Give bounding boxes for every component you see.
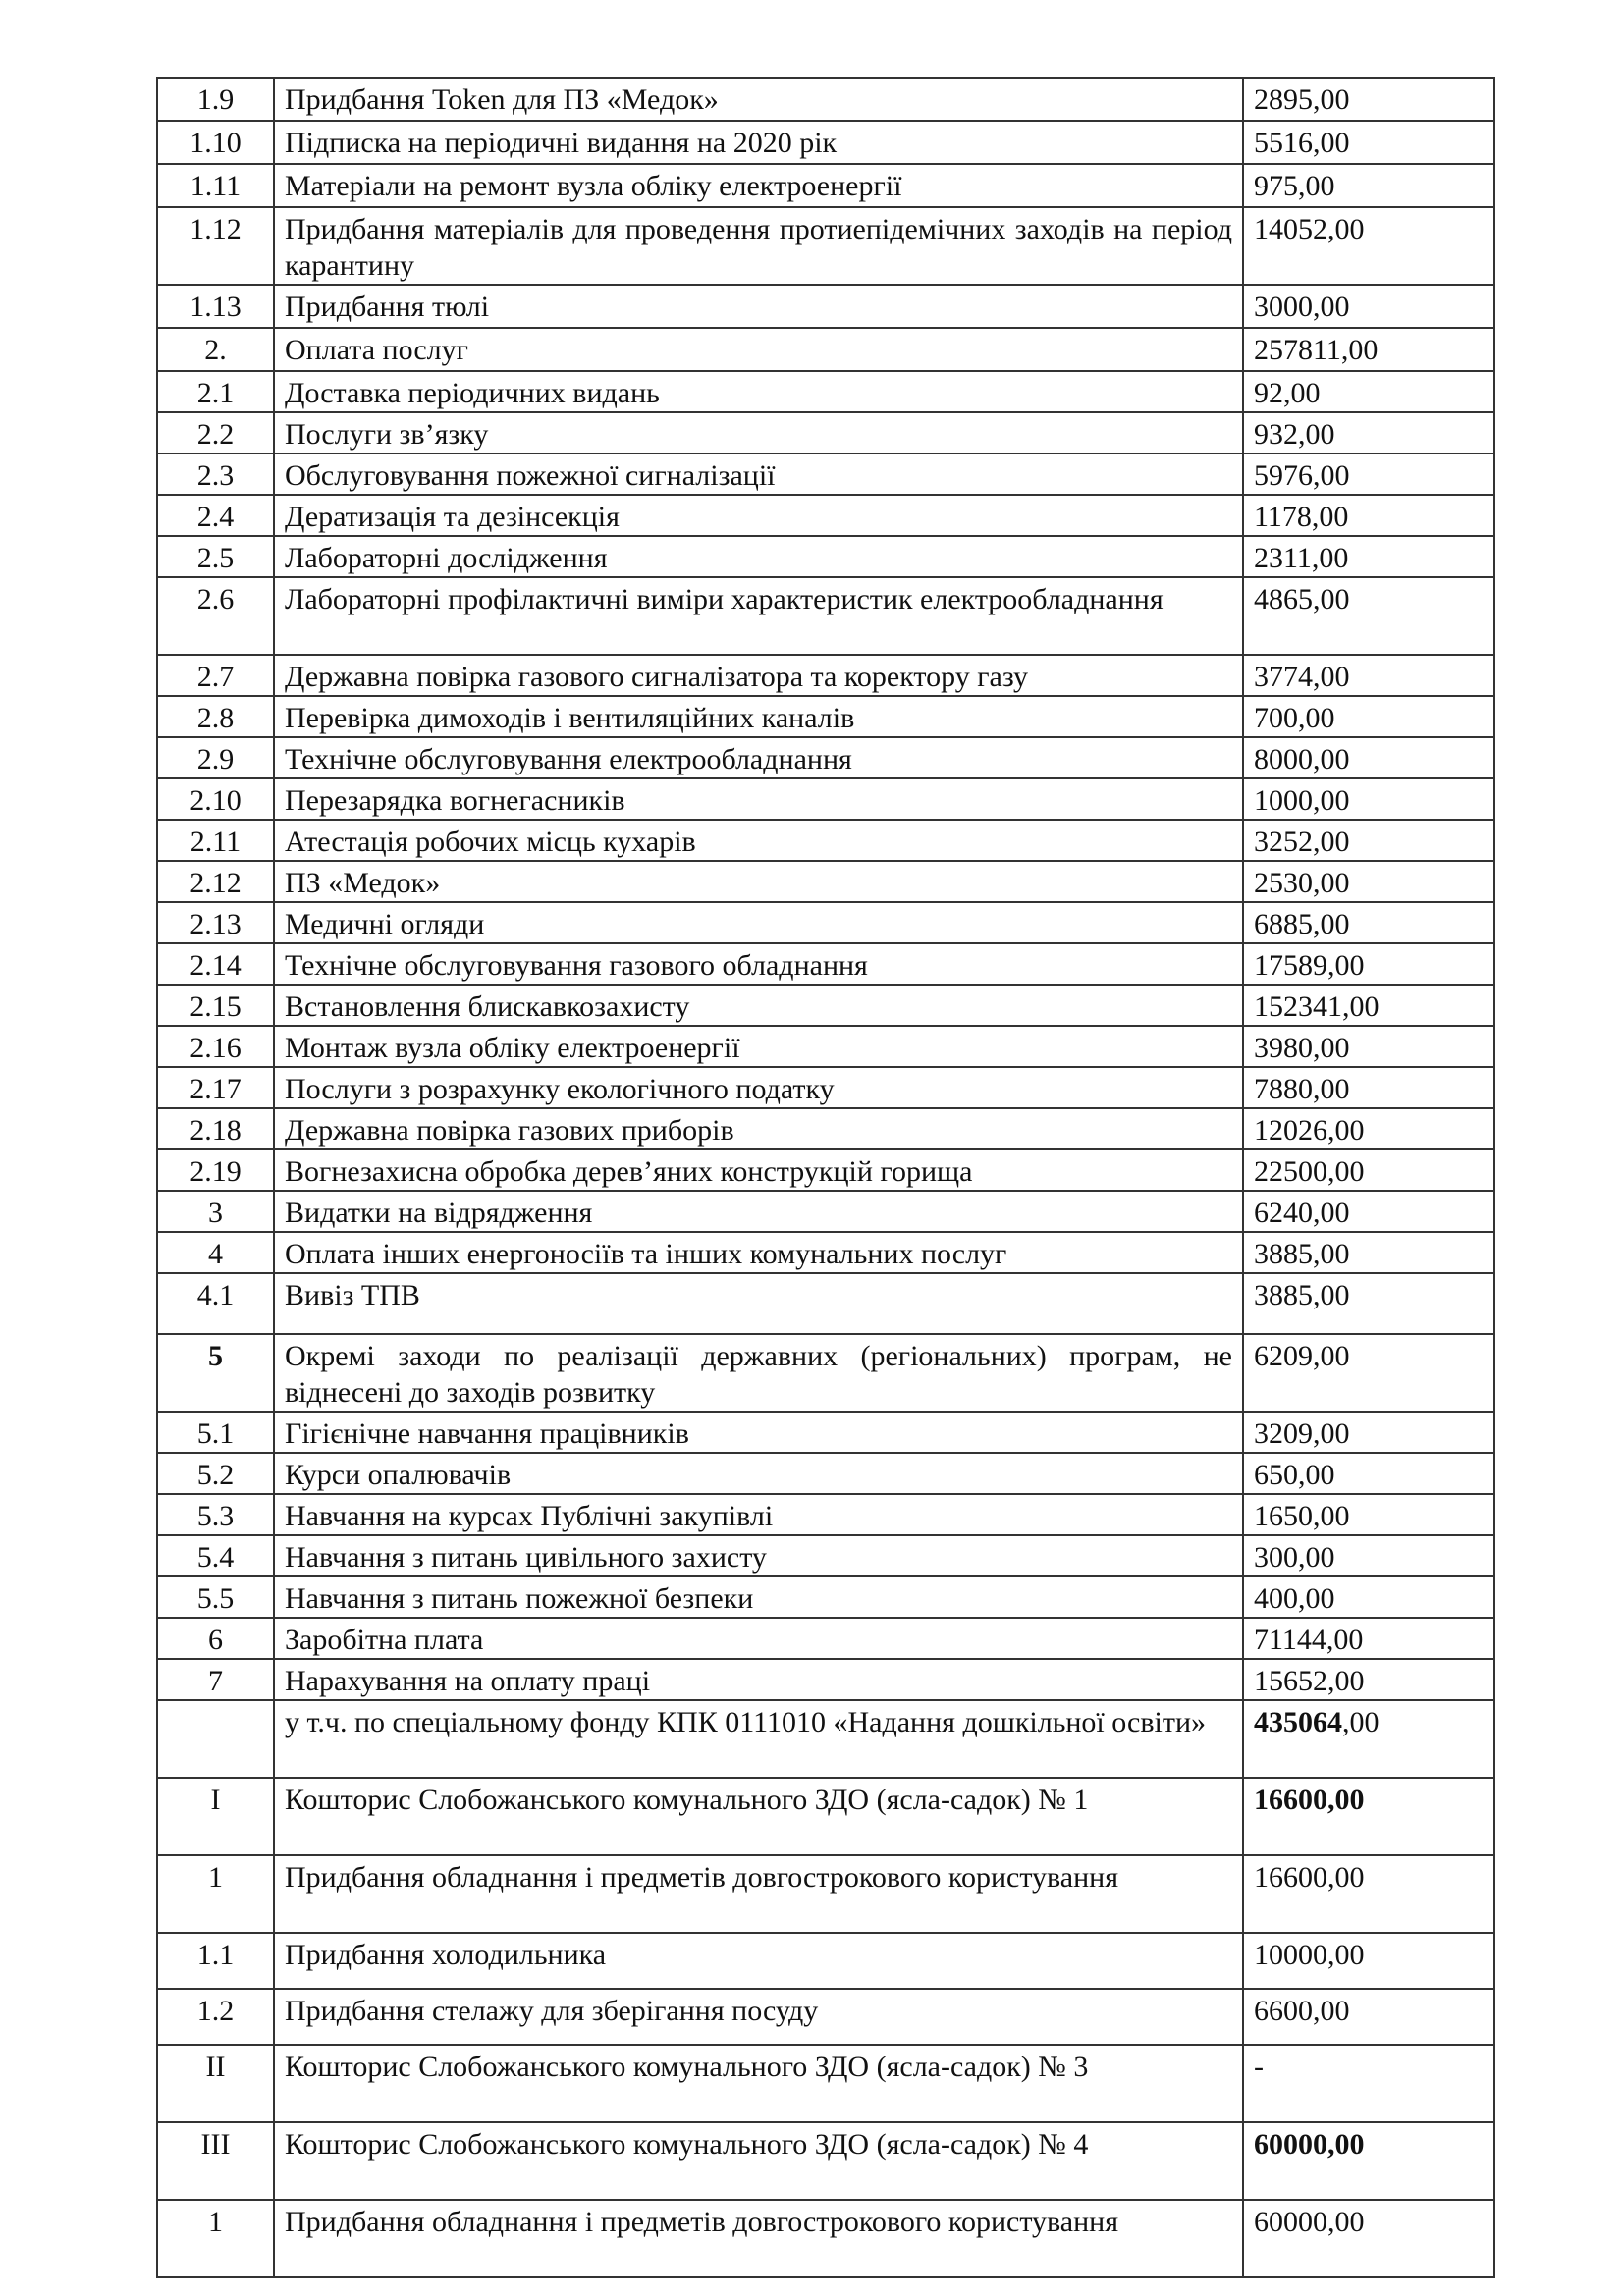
row-number: 1.10 bbox=[157, 121, 274, 164]
table-row bbox=[157, 1618, 1494, 1659]
table-row bbox=[157, 985, 1494, 1026]
row-description: Дератизація та дезінсекція bbox=[274, 495, 1243, 536]
row-amount: 6209,00 bbox=[1243, 1334, 1494, 1412]
row-description: Технічне обслуговування електрообладнання bbox=[274, 737, 1243, 778]
table-row bbox=[157, 778, 1494, 820]
row-description: Медичні огляди bbox=[274, 902, 1243, 943]
row-number: 2.6 bbox=[157, 577, 274, 655]
table-row bbox=[157, 2122, 1494, 2200]
table-row bbox=[157, 1778, 1494, 1855]
table-row bbox=[157, 1273, 1494, 1334]
row-description: Державна повірка газових приборів bbox=[274, 1108, 1243, 1149]
row-amount: 3885,00 bbox=[1243, 1232, 1494, 1273]
table-row bbox=[157, 1659, 1494, 1700]
row-number: 6 bbox=[157, 1618, 274, 1659]
row-description: Придбання тюлі bbox=[274, 285, 1243, 328]
budget-table bbox=[156, 77, 1495, 2278]
table-row bbox=[157, 1535, 1494, 1576]
table-row bbox=[157, 78, 1494, 121]
table-row bbox=[157, 1855, 1494, 1933]
row-amount: 12026,00 bbox=[1243, 1108, 1494, 1149]
amount-regular-part: ,00 bbox=[1342, 1706, 1380, 1738]
table-row bbox=[157, 1700, 1494, 1778]
row-amount: 932,00 bbox=[1243, 412, 1494, 454]
row-number: 2.13 bbox=[157, 902, 274, 943]
table-row bbox=[157, 943, 1494, 985]
row-description: Придбання холодильника bbox=[274, 1933, 1243, 1989]
row-number: 2.19 bbox=[157, 1149, 274, 1191]
row-number: 5.1 bbox=[157, 1412, 274, 1453]
row-description: Монтаж вузла обліку електроенергії bbox=[274, 1026, 1243, 1067]
table-row bbox=[157, 902, 1494, 943]
table-row bbox=[157, 861, 1494, 902]
row-number: 4 bbox=[157, 1232, 274, 1273]
row-description: Кошторис Слобожанського комунального ЗДО (ясла-садок) № 1 bbox=[274, 1778, 1243, 1855]
table-row bbox=[157, 1576, 1494, 1618]
row-amount: 6240,00 bbox=[1243, 1191, 1494, 1232]
row-amount: 3885,00 bbox=[1243, 1273, 1494, 1334]
row-amount: 1178,00 bbox=[1243, 495, 1494, 536]
table-row bbox=[157, 1334, 1494, 1412]
row-description: Вивіз ТПВ bbox=[274, 1273, 1243, 1334]
row-number: 2.7 bbox=[157, 655, 274, 696]
table-row bbox=[157, 536, 1494, 577]
table-row bbox=[157, 1026, 1494, 1067]
row-number: 1.1 bbox=[157, 1933, 274, 1989]
row-number: 2.10 bbox=[157, 778, 274, 820]
row-amount: 5976,00 bbox=[1243, 454, 1494, 495]
row-description: Видатки на відрядження bbox=[274, 1191, 1243, 1232]
row-amount: 4865,00 bbox=[1243, 577, 1494, 655]
row-amount: 152341,00 bbox=[1243, 985, 1494, 1026]
row-amount: 16600,00 bbox=[1243, 1855, 1494, 1933]
row-number: 2.11 bbox=[157, 820, 274, 861]
row-amount: 3980,00 bbox=[1243, 1026, 1494, 1067]
row-number: 2.1 bbox=[157, 371, 274, 412]
row-number: 2.3 bbox=[157, 454, 274, 495]
table-row bbox=[157, 655, 1494, 696]
row-description: Оплата інших енергоносіїв та інших комунальних послуг bbox=[274, 1232, 1243, 1273]
row-number: 1 bbox=[157, 2200, 274, 2277]
row-number: 5.5 bbox=[157, 1576, 274, 1618]
table-row bbox=[157, 696, 1494, 737]
row-number: 2.14 bbox=[157, 943, 274, 985]
row-number: 5.2 bbox=[157, 1453, 274, 1494]
row-description: Навчання з питань пожежної безпеки bbox=[274, 1576, 1243, 1618]
amount-bold-part: 16600,00 bbox=[1254, 1784, 1365, 1816]
table-row bbox=[157, 285, 1494, 328]
row-amount: 650,00 bbox=[1243, 1453, 1494, 1494]
row-amount: 3000,00 bbox=[1243, 285, 1494, 328]
table-row bbox=[157, 454, 1494, 495]
row-amount: 300,00 bbox=[1243, 1535, 1494, 1576]
table-row bbox=[157, 328, 1494, 371]
table-row bbox=[157, 1108, 1494, 1149]
row-description: Встановлення блискавкозахисту bbox=[274, 985, 1243, 1026]
row-description: Нарахування на оплату праці bbox=[274, 1659, 1243, 1700]
row-number bbox=[157, 1700, 274, 1778]
row-description: Придбання обладнання і предметів довгострокового користування bbox=[274, 1855, 1243, 1933]
row-description: Обслуговування пожежної сигналізації bbox=[274, 454, 1243, 495]
amount-bold-part: 60000,00 bbox=[1254, 2128, 1365, 2161]
row-number: 2.8 bbox=[157, 696, 274, 737]
row-number: III bbox=[157, 2122, 274, 2200]
row-amount bbox=[1243, 1778, 1494, 1855]
table-row bbox=[157, 121, 1494, 164]
row-number: 2.4 bbox=[157, 495, 274, 536]
row-amount: 17589,00 bbox=[1243, 943, 1494, 985]
table-row bbox=[157, 2200, 1494, 2277]
row-amount: 400,00 bbox=[1243, 1576, 1494, 1618]
row-description: Навчання з питань цивільного захисту bbox=[274, 1535, 1243, 1576]
row-description: Оплата послуг bbox=[274, 328, 1243, 371]
row-amount: 1000,00 bbox=[1243, 778, 1494, 820]
table-row bbox=[157, 1191, 1494, 1232]
row-amount bbox=[1243, 1700, 1494, 1778]
row-description: Кошторис Слобожанського комунального ЗДО (ясла-садок) № 3 bbox=[274, 2045, 1243, 2122]
row-number: 5.4 bbox=[157, 1535, 274, 1576]
row-amount: 14052,00 bbox=[1243, 207, 1494, 285]
row-number: 1.2 bbox=[157, 1989, 274, 2045]
row-amount: 3252,00 bbox=[1243, 820, 1494, 861]
row-amount: 92,00 bbox=[1243, 371, 1494, 412]
row-amount: 257811,00 bbox=[1243, 328, 1494, 371]
row-description: ПЗ «Медок» bbox=[274, 861, 1243, 902]
row-description: Підписка на періодичні видання на 2020 рік bbox=[274, 121, 1243, 164]
table-row bbox=[157, 1412, 1494, 1453]
row-description: Окремі заходи по реалізації державних (регіональних) програм, не віднесені до заходів розвитку bbox=[274, 1334, 1243, 1412]
table-row bbox=[157, 820, 1494, 861]
row-description: Вогнезахисна обробка дерев’яних конструкцій горища bbox=[274, 1149, 1243, 1191]
row-amount: - bbox=[1243, 2045, 1494, 2122]
row-description: Придбання матеріалів для проведення протиепідемічних заходів на період карантину bbox=[274, 207, 1243, 285]
row-number: 5 bbox=[157, 1334, 274, 1412]
row-amount: 15652,00 bbox=[1243, 1659, 1494, 1700]
row-description: Придбання обладнання і предметів довгострокового користування bbox=[274, 2200, 1243, 2277]
row-number: 1.11 bbox=[157, 164, 274, 207]
row-amount: 2895,00 bbox=[1243, 78, 1494, 121]
row-number: 4.1 bbox=[157, 1273, 274, 1334]
row-number: 1.12 bbox=[157, 207, 274, 285]
table-row bbox=[157, 164, 1494, 207]
row-description: Перезарядка вогнегасників bbox=[274, 778, 1243, 820]
table-row bbox=[157, 737, 1494, 778]
row-number: II bbox=[157, 2045, 274, 2122]
table-row bbox=[157, 1067, 1494, 1108]
row-description: Курси опалювачів bbox=[274, 1453, 1243, 1494]
table-row bbox=[157, 1494, 1494, 1535]
row-amount: 700,00 bbox=[1243, 696, 1494, 737]
row-number: 2.12 bbox=[157, 861, 274, 902]
table-row bbox=[157, 1149, 1494, 1191]
row-amount: 8000,00 bbox=[1243, 737, 1494, 778]
row-number: 2.15 bbox=[157, 985, 274, 1026]
row-description: Придбання стелажу для зберігання посуду bbox=[274, 1989, 1243, 2045]
row-description: у т.ч. по спеціальному фонду КПК 0111010 «Надання дошкільної освіти» bbox=[274, 1700, 1243, 1778]
row-number: 1 bbox=[157, 1855, 274, 1933]
table-row bbox=[157, 1989, 1494, 2045]
row-amount: 5516,00 bbox=[1243, 121, 1494, 164]
row-amount: 60000,00 bbox=[1243, 2200, 1494, 2277]
row-amount: 6885,00 bbox=[1243, 902, 1494, 943]
row-amount: 22500,00 bbox=[1243, 1149, 1494, 1191]
row-number: 2.17 bbox=[157, 1067, 274, 1108]
row-description: Послуги з розрахунку екологічного податку bbox=[274, 1067, 1243, 1108]
row-amount: 10000,00 bbox=[1243, 1933, 1494, 1989]
row-number: 5.3 bbox=[157, 1494, 274, 1535]
row-description: Лабораторні профілактичні виміри характеристик електрообладнання bbox=[274, 577, 1243, 655]
row-number: 3 bbox=[157, 1191, 274, 1232]
row-amount: 2311,00 bbox=[1243, 536, 1494, 577]
row-amount: 71144,00 bbox=[1243, 1618, 1494, 1659]
row-number: 2.2 bbox=[157, 412, 274, 454]
row-description: Технічне обслуговування газового обладнання bbox=[274, 943, 1243, 985]
row-description: Лабораторні дослідження bbox=[274, 536, 1243, 577]
row-description: Перевірка димоходів і вентиляційних каналів bbox=[274, 696, 1243, 737]
table-row bbox=[157, 577, 1494, 655]
amount-bold-part: 435064 bbox=[1254, 1706, 1342, 1738]
row-description: Заробітна плата bbox=[274, 1618, 1243, 1659]
row-amount: 2530,00 bbox=[1243, 861, 1494, 902]
row-description: Атестація робочих місць кухарів bbox=[274, 820, 1243, 861]
row-amount: 7880,00 bbox=[1243, 1067, 1494, 1108]
table-row bbox=[157, 207, 1494, 285]
row-description: Послуги зв’язку bbox=[274, 412, 1243, 454]
row-description: Кошторис Слобожанського комунального ЗДО (ясла-садок) № 4 bbox=[274, 2122, 1243, 2200]
row-amount: 3774,00 bbox=[1243, 655, 1494, 696]
row-number: 1.13 bbox=[157, 285, 274, 328]
table-row bbox=[157, 412, 1494, 454]
table-row bbox=[157, 1453, 1494, 1494]
row-amount: 1650,00 bbox=[1243, 1494, 1494, 1535]
row-number: 7 bbox=[157, 1659, 274, 1700]
row-description: Державна повірка газового сигналізатора та коректору газу bbox=[274, 655, 1243, 696]
row-description: Навчання на курсах Публічні закупівлі bbox=[274, 1494, 1243, 1535]
table-row bbox=[157, 2045, 1494, 2122]
row-number: 2. bbox=[157, 328, 274, 371]
row-description: Доставка періодичних видань bbox=[274, 371, 1243, 412]
row-number: 2.5 bbox=[157, 536, 274, 577]
row-number: I bbox=[157, 1778, 274, 1855]
table-row bbox=[157, 1933, 1494, 1989]
row-description: Матеріали на ремонт вузла обліку електроенергії bbox=[274, 164, 1243, 207]
row-number: 2.9 bbox=[157, 737, 274, 778]
row-amount: 3209,00 bbox=[1243, 1412, 1494, 1453]
budget-table-body bbox=[157, 78, 1494, 2277]
table-row bbox=[157, 1232, 1494, 1273]
row-amount: 975,00 bbox=[1243, 164, 1494, 207]
row-number: 1.9 bbox=[157, 78, 274, 121]
table-row bbox=[157, 371, 1494, 412]
row-number: 2.18 bbox=[157, 1108, 274, 1149]
row-description: Гігієнічне навчання працівників bbox=[274, 1412, 1243, 1453]
table-row bbox=[157, 495, 1494, 536]
row-amount: 6600,00 bbox=[1243, 1989, 1494, 2045]
row-number: 2.16 bbox=[157, 1026, 274, 1067]
row-description: Придбання Token для ПЗ «Медок» bbox=[274, 78, 1243, 121]
row-amount bbox=[1243, 2122, 1494, 2200]
